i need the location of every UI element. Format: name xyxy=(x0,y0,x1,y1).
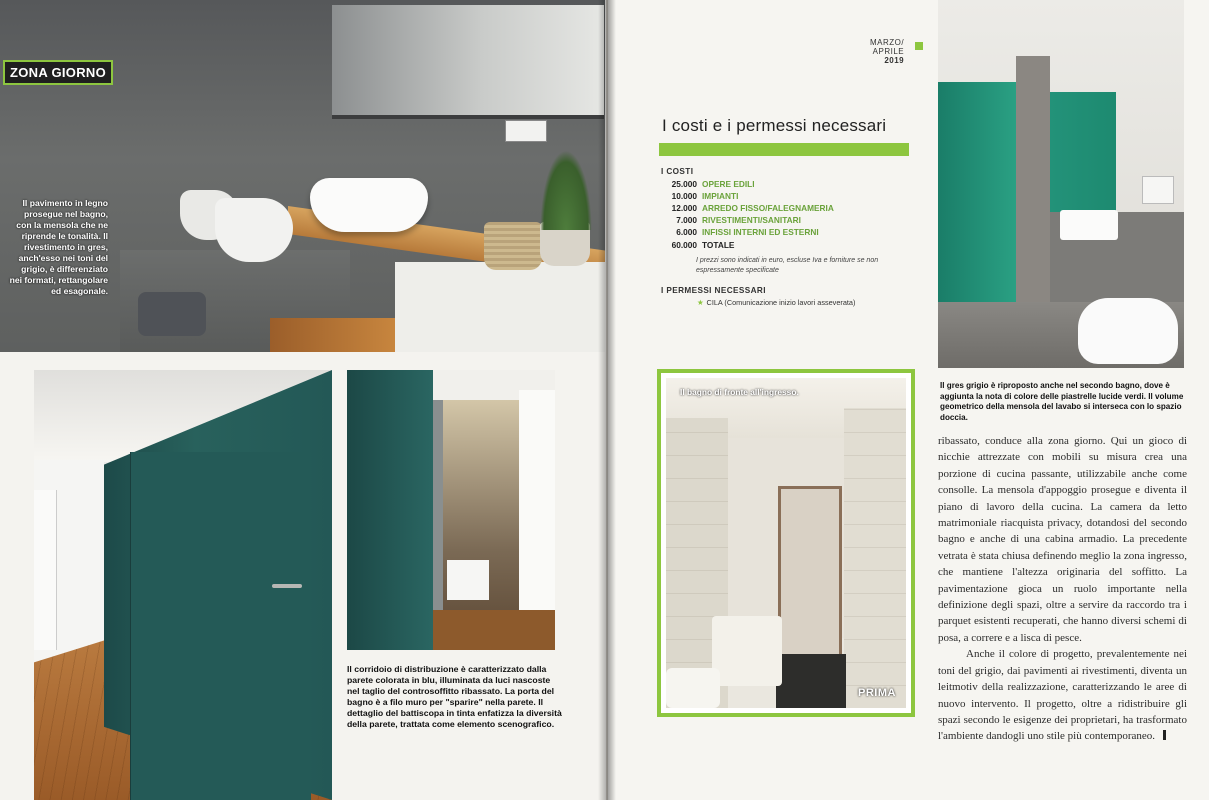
cost-amount: 6.000 xyxy=(676,227,697,237)
before-photo xyxy=(666,378,906,708)
date-marker-square xyxy=(915,42,923,50)
cost-label: OPERE EDILI xyxy=(702,179,755,189)
cost-row xyxy=(661,227,819,237)
issue-date xyxy=(870,38,904,65)
before-tag: PRIMA xyxy=(858,687,896,699)
caption-corridor: Il corridoio di distribuzione è caratterizzato dalla parete colorata in blu, illuminata da luci nascoste nel taglio del controsoffitto ribassato. La porta del bagno è a filo muro per "sparire" nella parete. Il dettaglio del battiscopa in tinta enfatizza la diversità della parete, trattata come elemento scenografico. xyxy=(347,664,562,729)
cost-row xyxy=(661,203,834,213)
cost-row xyxy=(661,215,801,225)
costs-heading: I COSTI xyxy=(661,167,694,176)
page-gutter xyxy=(598,0,616,800)
star-bullet-icon: ★ xyxy=(697,298,704,307)
costs-title: I costi e i permessi necessari xyxy=(662,116,887,135)
zone-label: ZONA GIORNO xyxy=(3,60,113,85)
cost-amount: 25.000 xyxy=(671,179,697,189)
caption-second-bathroom: Il gres grigio è riproposto anche nel secondo bagno, dove è aggiunta la nota di colore delle piastrelle lucide verdi. Il volume geometrico della mensola del lavabo si interseca con lo spazio doccia. xyxy=(940,381,1184,422)
cost-label: IMPIANTI xyxy=(702,191,739,201)
cost-amount: 12.000 xyxy=(671,203,697,213)
caption-bathroom: Il pavimento in legno prosegue nel bagno, con la mensola che ne riprende le tonalità. Il rivestimento in gres, anch'esso nei toni del grigio, è differenziato nei formati, rettangolare ed esagonale. xyxy=(9,198,108,296)
cost-label: ARREDO FISSO/FALEGNAMERIA xyxy=(702,203,834,213)
bathroom-photo xyxy=(0,0,605,352)
cost-row xyxy=(661,179,755,189)
issue-date-line2: APRILE xyxy=(872,47,905,56)
permit-label: CILA (Comunicazione inizio lavori asseverata) xyxy=(706,298,856,307)
cost-amount: 10.000 xyxy=(671,191,697,201)
cost-label: INFISSI INTERNI ED ESTERNI xyxy=(702,227,819,237)
cost-total-amount: 60.000 xyxy=(671,240,697,250)
cost-label: RIVESTIMENTI/SANITARI xyxy=(702,215,801,225)
before-caption: Il bagno di fronte all'ingresso. xyxy=(680,387,799,397)
permits-heading: I PERMESSI NECESSARI xyxy=(661,286,766,295)
issue-date-line1: MARZO/ xyxy=(870,38,905,47)
body-paragraph: ribassato, conduce alla zona giorno. Qui un gioco di nicchie attrezzate con mobili su misura crea una porzione di cucina passante, utilizzabile anche come consolle. La mensola d'appoggio prosegue e diventa il piano di lavoro della cucina. La camera da letto matrimoniale riacquista privacy, dotandosi del secondo bagno e anche di una cabina armadio. La precedente vetrata è stata chiusa definendo meglio la zona ingresso, che mantiene l'altezza originaria del soffitto. La pavimentazione gioca un ruolo importante nella definizione degli spazi, oltre a servire da raccordo tra i parquet esistenti recuperati, che hanno diversi schemi di posa, a correre e a lisca di pesce. xyxy=(938,435,1187,644)
corridor-photo xyxy=(34,370,332,800)
costs-title-bar xyxy=(659,143,909,156)
permit-item xyxy=(697,298,855,307)
cost-row xyxy=(661,191,738,201)
cost-amount: 7.000 xyxy=(676,215,697,225)
article-body xyxy=(938,433,1187,745)
issue-date-line3: 2019 xyxy=(884,56,905,65)
cost-total-label: TOTALE xyxy=(702,240,735,250)
cost-total-row xyxy=(661,240,734,250)
door-detail-photo xyxy=(347,370,555,650)
end-of-article-mark xyxy=(1163,730,1166,740)
costs-note: I prezzi sono indicati in euro, escluse Iva e forniture se non espressamente specificate xyxy=(696,257,879,274)
second-bathroom-photo xyxy=(938,0,1184,368)
body-paragraph: Anche il colore di progetto, prevalentemente nei toni del grigio, dai pavimenti ai rivestimenti, diventa un leitmotiv della realizzazione, caratterizzando le aree di nuovo intervento. Il progetto, oltre a ridistribuire gli spazi secondo le esigenze dei proprietari, ha trasformato l'ambiente dandogli uno stile più contemporaneo. xyxy=(938,648,1187,743)
